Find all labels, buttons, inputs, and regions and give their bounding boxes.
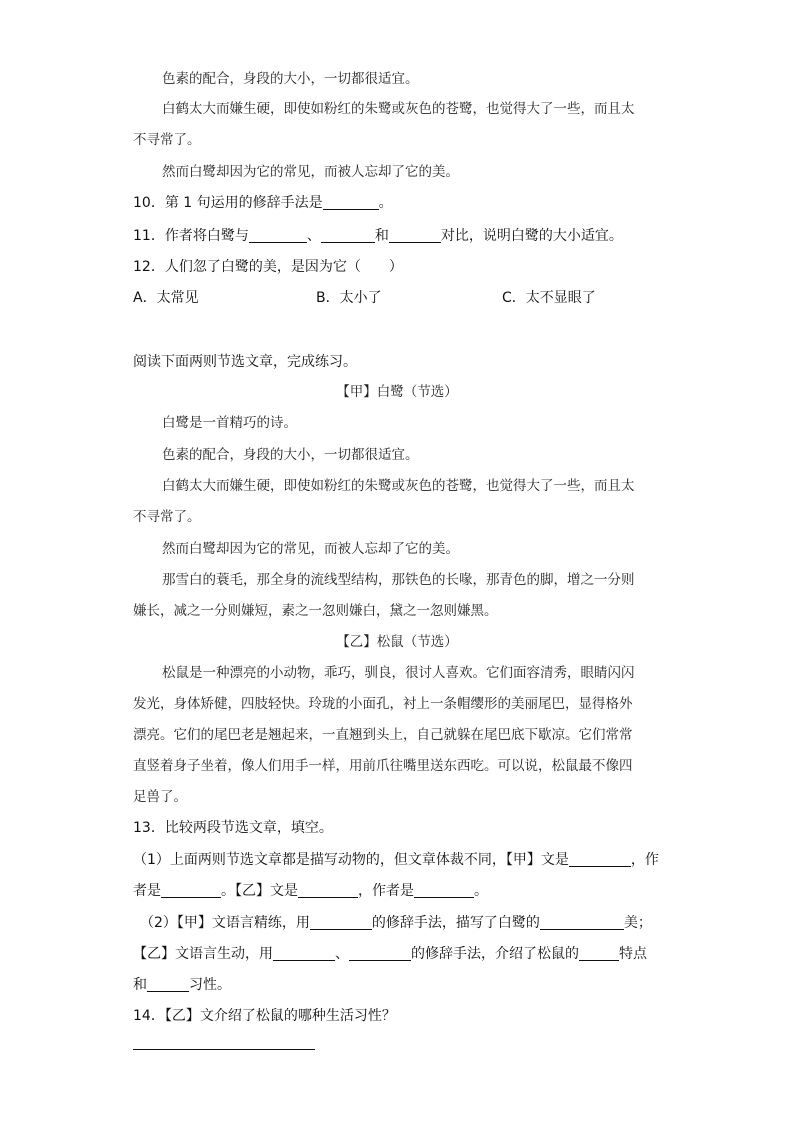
passage-line: 白鹤太大而嫌生硬，即使如粉红的朱鹭或灰色的苍鹭，也觉得大了一些，而且太 bbox=[162, 101, 635, 117]
passage-line: 松鼠是一种漂亮的小动物，乖巧，驯良，很讨人喜欢。它们面容清秀，眼睛闪闪 bbox=[162, 665, 635, 681]
question-13-part-2-cont: 【乙】文语言生动，用 、 的修辞手法，介绍了松鼠的 特点 bbox=[133, 946, 647, 962]
answer-blank[interactable] bbox=[321, 228, 375, 243]
passage-yi-title: 【乙】松鼠（节选） bbox=[336, 634, 458, 650]
question-13: 13．比较两段节选文章，填空。 bbox=[133, 820, 333, 836]
answer-blank[interactable] bbox=[249, 228, 307, 243]
question-13-part-1-cont: 者是 。【乙】文是 ，作者是 。 bbox=[133, 883, 488, 899]
question-10: 10．第 1 句运用的修辞手法是 。 bbox=[133, 195, 393, 211]
passage-line: 不寻常了。 bbox=[133, 132, 201, 148]
answer-blank[interactable] bbox=[161, 883, 221, 898]
answer-blank[interactable] bbox=[569, 852, 631, 867]
answer-blank[interactable] bbox=[579, 946, 619, 961]
passage-line: 色素的配合，身段的大小，一切都很适宜。 bbox=[162, 447, 419, 463]
passage-line: 那雪白的蓑毛，那全身的流线型结构，那铁色的长喙，那青色的脚，增之一分则 bbox=[162, 572, 635, 588]
passage-line: 然而白鹭却因为它的常见，而被人忘却了它的美。 bbox=[162, 541, 459, 557]
answer-blank[interactable] bbox=[147, 977, 189, 992]
question-12: 12．人们忽了白鹭的美，是因为它（ ） bbox=[133, 259, 403, 275]
option-c[interactable]: C．太不显眼了 bbox=[502, 290, 596, 306]
question-13-part-1: （1）上面两则节选文章都是描写动物的，但文章体裁不同，【甲】文是 ，作 bbox=[133, 852, 659, 868]
passage-jia-title: 【甲】白鹭（节选） bbox=[336, 384, 458, 400]
answer-blank[interactable] bbox=[389, 228, 441, 243]
answer-line[interactable] bbox=[133, 1049, 315, 1050]
passage-line: 发光，身体矫健，四肢轻快。玲珑的小面孔，衬上一条帽缨形的美丽尾巴，显得格外 bbox=[133, 696, 633, 712]
passage-line: 然而白鹭却因为它的常见，而被人忘却了它的美。 bbox=[162, 164, 459, 180]
answer-blank[interactable] bbox=[540, 915, 624, 930]
question-13-part-2-end: 和 习性。 bbox=[133, 977, 231, 993]
passage-line: 足兽了。 bbox=[133, 789, 187, 805]
passage-line: 嫌长，减之一分则嫌短，素之一忽则嫌白，黛之一忽则嫌黑。 bbox=[133, 603, 498, 619]
passage-line: 直竖着身子坐着，像人们用手一样，用前爪往嘴里送东西吃。可以说，松鼠最不像四 bbox=[133, 758, 633, 774]
answer-blank[interactable] bbox=[414, 883, 474, 898]
answer-blank[interactable] bbox=[310, 915, 372, 930]
option-b[interactable]: B．太小了 bbox=[316, 290, 382, 306]
answer-blank[interactable] bbox=[349, 946, 411, 961]
question-14: 14．【乙】文介绍了松鼠的哪种生活习性？ bbox=[133, 1008, 396, 1024]
answer-blank[interactable] bbox=[273, 946, 335, 961]
option-a[interactable]: A．太常见 bbox=[133, 290, 199, 306]
question-13-part-2: （2）【甲】文语言精练，用 的修辞手法，描写了白鹭的 美； bbox=[140, 915, 652, 931]
passage-line: 白鹤太大而嫌生硬，即使如粉红的朱鹭或灰色的苍鹭，也觉得大了一些，而且太 bbox=[162, 478, 635, 494]
passage-line: 漂亮。它们的尾巴老是翘起来，一直翘到头上，自己就躲在尾巴底下歇凉。它们常常 bbox=[133, 727, 633, 743]
section-intro: 阅读下面两则节选文章，完成练习。 bbox=[133, 354, 357, 370]
answer-blank[interactable] bbox=[298, 883, 358, 898]
passage-line: 白鹭是一首精巧的诗。 bbox=[162, 415, 297, 431]
question-11: 11．作者将白鹭与 、 和 对比，说明白鹭的大小适宜。 bbox=[133, 228, 623, 244]
answer-blank[interactable] bbox=[323, 195, 379, 210]
passage-line: 不寻常了。 bbox=[133, 509, 201, 525]
passage-line: 色素的配合，身段的大小，一切都很适宜。 bbox=[162, 71, 419, 87]
